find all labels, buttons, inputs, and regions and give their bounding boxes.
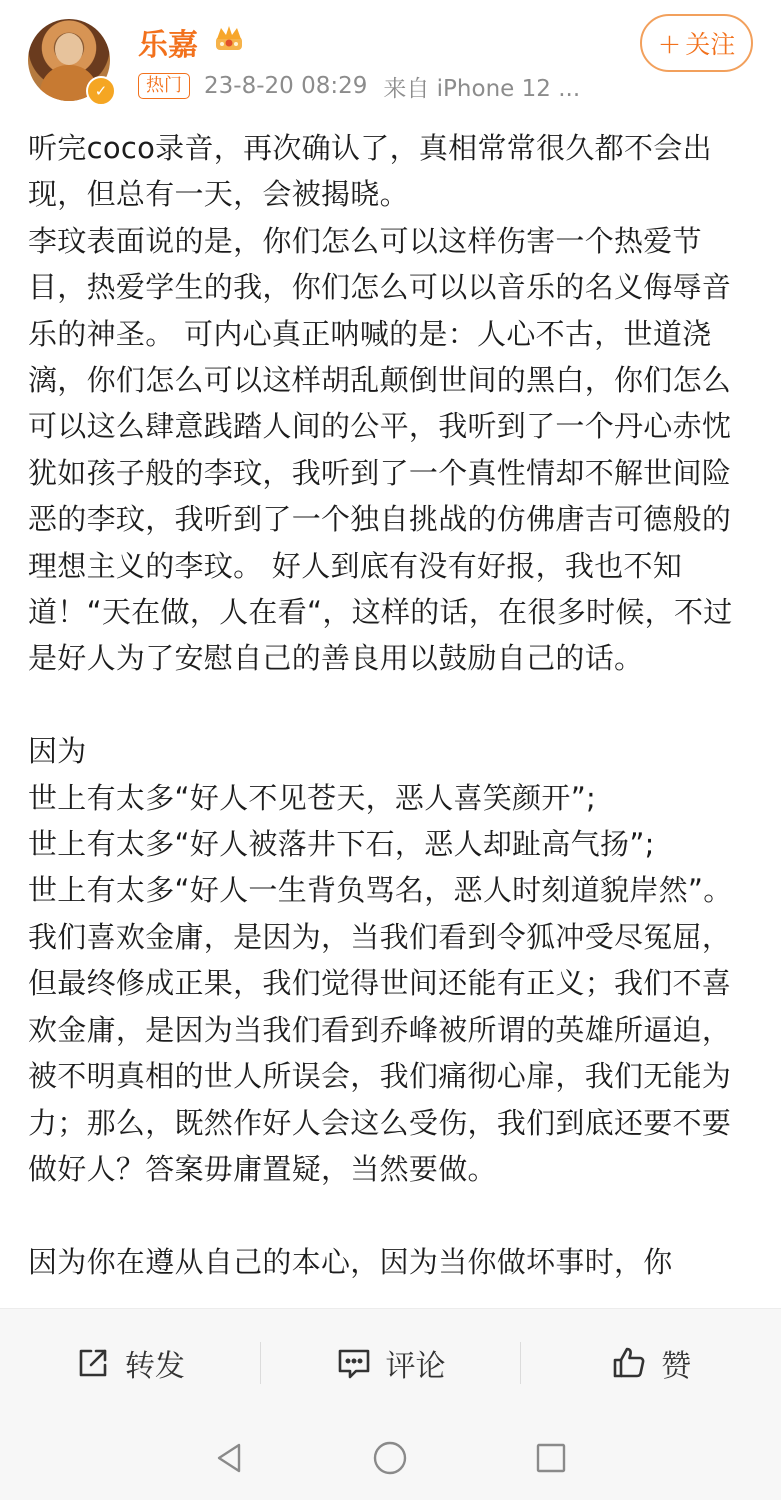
home-circle-icon [372, 1440, 408, 1476]
post-paragraph: 世上有太多“好人被落井下石，恶人却趾高气扬”; [28, 827, 655, 862]
post-source: 来自 iPhone 12 ... [383, 75, 581, 102]
repost-label: 转发 [124, 1349, 185, 1384]
paragraph-gap [28, 682, 756, 728]
like-label: 赞 [661, 1349, 692, 1384]
comment-icon [336, 1345, 372, 1381]
back-triangle-icon [213, 1441, 247, 1475]
post-header [0, 0, 781, 115]
post-meta [138, 70, 580, 102]
comment-button[interactable] [261, 1333, 521, 1393]
post-paragraph: 因为 [28, 734, 87, 769]
recents-square-icon [534, 1441, 568, 1475]
post-paragraph: 世上有太多“好人一生背负骂名，恶人时刻道貌岸然”。我们喜欢金庸，是因为，当我们看到令狐冲受尽冤屈，但最终修成正果，我们觉得世间还能有正义；我们不喜欢金庸，是因为当我们看到乔峰被所谓的英雄所逼迫，被不明真相的世人所误会，我们痛彻心扉，我们无能为力；那么，既然作好人会这么受伤，我们到底还要不要做好人？答案毋庸置疑，当然要做。 [28, 873, 733, 1186]
post-body [28, 125, 756, 1305]
plus-icon: + [657, 26, 682, 60]
repost-button[interactable] [0, 1333, 260, 1393]
comment-label: 评论 [385, 1349, 446, 1384]
avatar-head [55, 33, 83, 65]
post-timestamp: 23-8-20 08:29 [204, 73, 368, 99]
post-paragraph: 世上有太多“好人不见苍天，恶人喜笑颜开”; [28, 780, 597, 815]
back-nav-button[interactable] [208, 1436, 252, 1480]
crown-icon [212, 23, 246, 53]
author-name[interactable]: 乐嘉 [138, 28, 198, 63]
post-paragraph: 李玟表面说的是，你们怎么可以这样伤害一个热爱节目，热爱学生的我，你们怎么可以以音乐的名义侮辱音乐的神圣。 可内心真正呐喊的是：人心不古，世道浇漓，你们怎么可以这样胡乱颠倒世间的黑白，你们怎么可以这么肆意践踏人间的公平，我听到了一个丹心赤忱犹如孩子般的李玟，我听到了一个真性情却不解世间险恶的李玟，我听到了一个独自挑战的仿佛唐吉可德般的理想主义的李玟。 好人到底有没有好报，我也不知道！“天在做，人在看“，这样的话，在很多时候，不过是好人为了安慰自己的善良用以鼓励自己的话。 [28, 223, 733, 676]
follow-label: 关注 [685, 30, 736, 59]
verified-icon: ✓ [86, 76, 116, 106]
post-paragraph: 听完coco录音，再次确认了，真相常常很久都不会出现，但总有一天，会被揭晓。 [28, 131, 712, 212]
hot-badge: 热门 [138, 73, 190, 99]
recents-nav-button[interactable] [529, 1436, 573, 1480]
thumbs-up-icon [611, 1345, 647, 1381]
home-nav-button[interactable] [368, 1436, 412, 1480]
action-bar [0, 1308, 781, 1417]
paragraph-gap [28, 1192, 756, 1238]
post-paragraph: 因为你在遵从自己的本心，因为当你做坏事时，你 [28, 1244, 673, 1279]
system-nav-bar [0, 1416, 781, 1500]
like-button[interactable] [521, 1333, 781, 1393]
repost-icon [75, 1345, 111, 1381]
follow-button[interactable] [640, 14, 753, 72]
